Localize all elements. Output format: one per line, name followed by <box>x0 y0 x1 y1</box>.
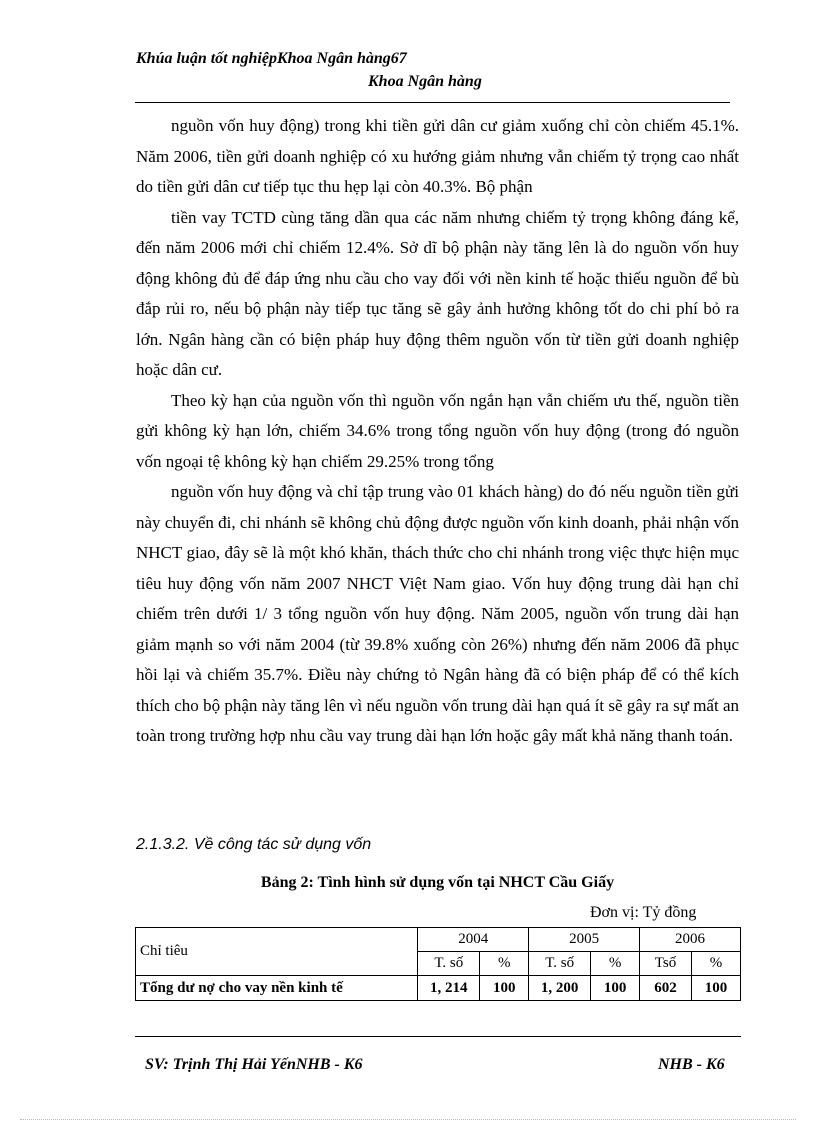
table-unit: Đơn vị: Tỷ đồng <box>590 904 697 921</box>
footer-class: NHB - K6 <box>658 1056 725 1073</box>
running-header-title: Khúa luận tốt nghiệpKhoa Ngân hàng67 <box>136 50 407 67</box>
paragraph-4: nguồn vốn huy động và chỉ tập trung vào 01 khách hàng) do đó nếu nguồn tiền gửi này chuyển đi, chi nhánh sẽ không chủ động được nguồn vốn kinh doanh, phải nhận vốn NHCT giao, đây sẽ là một khó khăn, thách thức cho chi nhánh trong việc thực hiện mục tiêu huy động vốn năm 2007 NHCT Việt Nam giao. Vốn huy động trung dài hạn chỉ chiếm trên dưới 1/ 3 tổng nguồn vốn huy động. Năm 2005, nguồn vốn trung dài hạn giảm mạnh so với năm 2004 (từ 39.8% xuống còn 26%) nhưng đến năm 2006 đã phục hồi lại và chiếm 35.7%. Điều này chứng tỏ Ngân hàng đã có biện pháp để có thể kích thích cho bộ phận này tăng lên vì nếu nguồn vốn trung dài hạn quá ít sẽ gây ra sự mất an toàn trong trường hợp nhu cầu vay trung dài hạn lớn hoặc gây mất khả năng thanh toán. <box>136 482 739 745</box>
subheader-cell: % <box>591 952 640 976</box>
running-header-faculty: Khoa Ngân hàng <box>368 73 482 90</box>
header-divider <box>135 102 730 103</box>
body-text <box>136 111 739 752</box>
table-cell: 100 <box>692 976 741 1001</box>
row-label: Tổng dư nợ cho vay nền kinh tế <box>136 976 418 1001</box>
paragraph-1: nguồn vốn huy động) trong khi tiền gửi dân cư giảm xuống chỉ còn chiếm 45.1%. Năm 2006, tiền gửi doanh nghiệp có xu hướng giảm nhưng vẫn chiếm tỷ trọng cao nhất do tiền gửi dân cư tiếp tục thu hẹp lại còn 40.3%. Bộ phận <box>136 116 739 196</box>
subheader-cell: T. số <box>529 952 591 976</box>
year-header-2006: 2006 <box>640 928 741 952</box>
subheader-cell: % <box>480 952 529 976</box>
subheader-cell: % <box>692 952 741 976</box>
table-cell: 602 <box>640 976 692 1001</box>
table-row <box>136 976 741 1001</box>
year-header-2005: 2005 <box>529 928 640 952</box>
table-cell: 100 <box>591 976 640 1001</box>
table-header-row <box>136 928 741 952</box>
year-header-2004: 2004 <box>418 928 529 952</box>
table-cell: 100 <box>480 976 529 1001</box>
footer-divider <box>135 1036 741 1037</box>
page-edge-divider <box>20 1119 796 1120</box>
row-header-cell: Chỉ tiêu <box>136 928 418 976</box>
paragraph-2: tiền vay TCTD cùng tăng dần qua các năm nhưng chiếm tỷ trọng không đáng kể, đến năm 2006 mới chỉ chiếm 12.4%. Sở dĩ bộ phận này tăng lên là do nguồn vốn huy động không đủ để đáp ứng nhu cầu cho vay đối với nền kinh tế hoặc thiếu nguồn để bù đắp rủi ro, nếu bộ phận này tiếp tục tăng sẽ gây ảnh hưởng không tốt do chi phí bỏ ra lớn. Ngân hàng cần có biện pháp huy động thêm nguồn vốn từ tiền gửi doanh nghiệp hoặc dân cư. <box>136 207 739 379</box>
subheader-cell: T. số <box>418 952 480 976</box>
table-title: Bảng 2: Tình hình sử dụng vốn tại NHCT Cầu Giấy <box>260 874 615 891</box>
paragraph-3: Theo kỳ hạn của nguồn vốn thì nguồn vốn ngắn hạn vẫn chiếm ưu thế, nguồn tiền gửi không kỳ hạn lớn, chiếm 34.6% trong tổng nguồn vốn huy động (trong đó nguồn vốn ngoại tệ không kỳ hạn chiếm 29.25% trong tổng <box>136 390 739 471</box>
section-heading: 2.1.3.2. Về công tác sử dụng vốn <box>136 836 372 853</box>
subheader-cell: Tsố <box>640 952 692 976</box>
table-cell: 1, 214 <box>418 976 480 1001</box>
footer-student: SV: Trịnh Thị Hải YếnNHB - K6 <box>145 1056 363 1073</box>
loan-usage-table <box>135 927 741 1001</box>
table-cell: 1, 200 <box>529 976 591 1001</box>
